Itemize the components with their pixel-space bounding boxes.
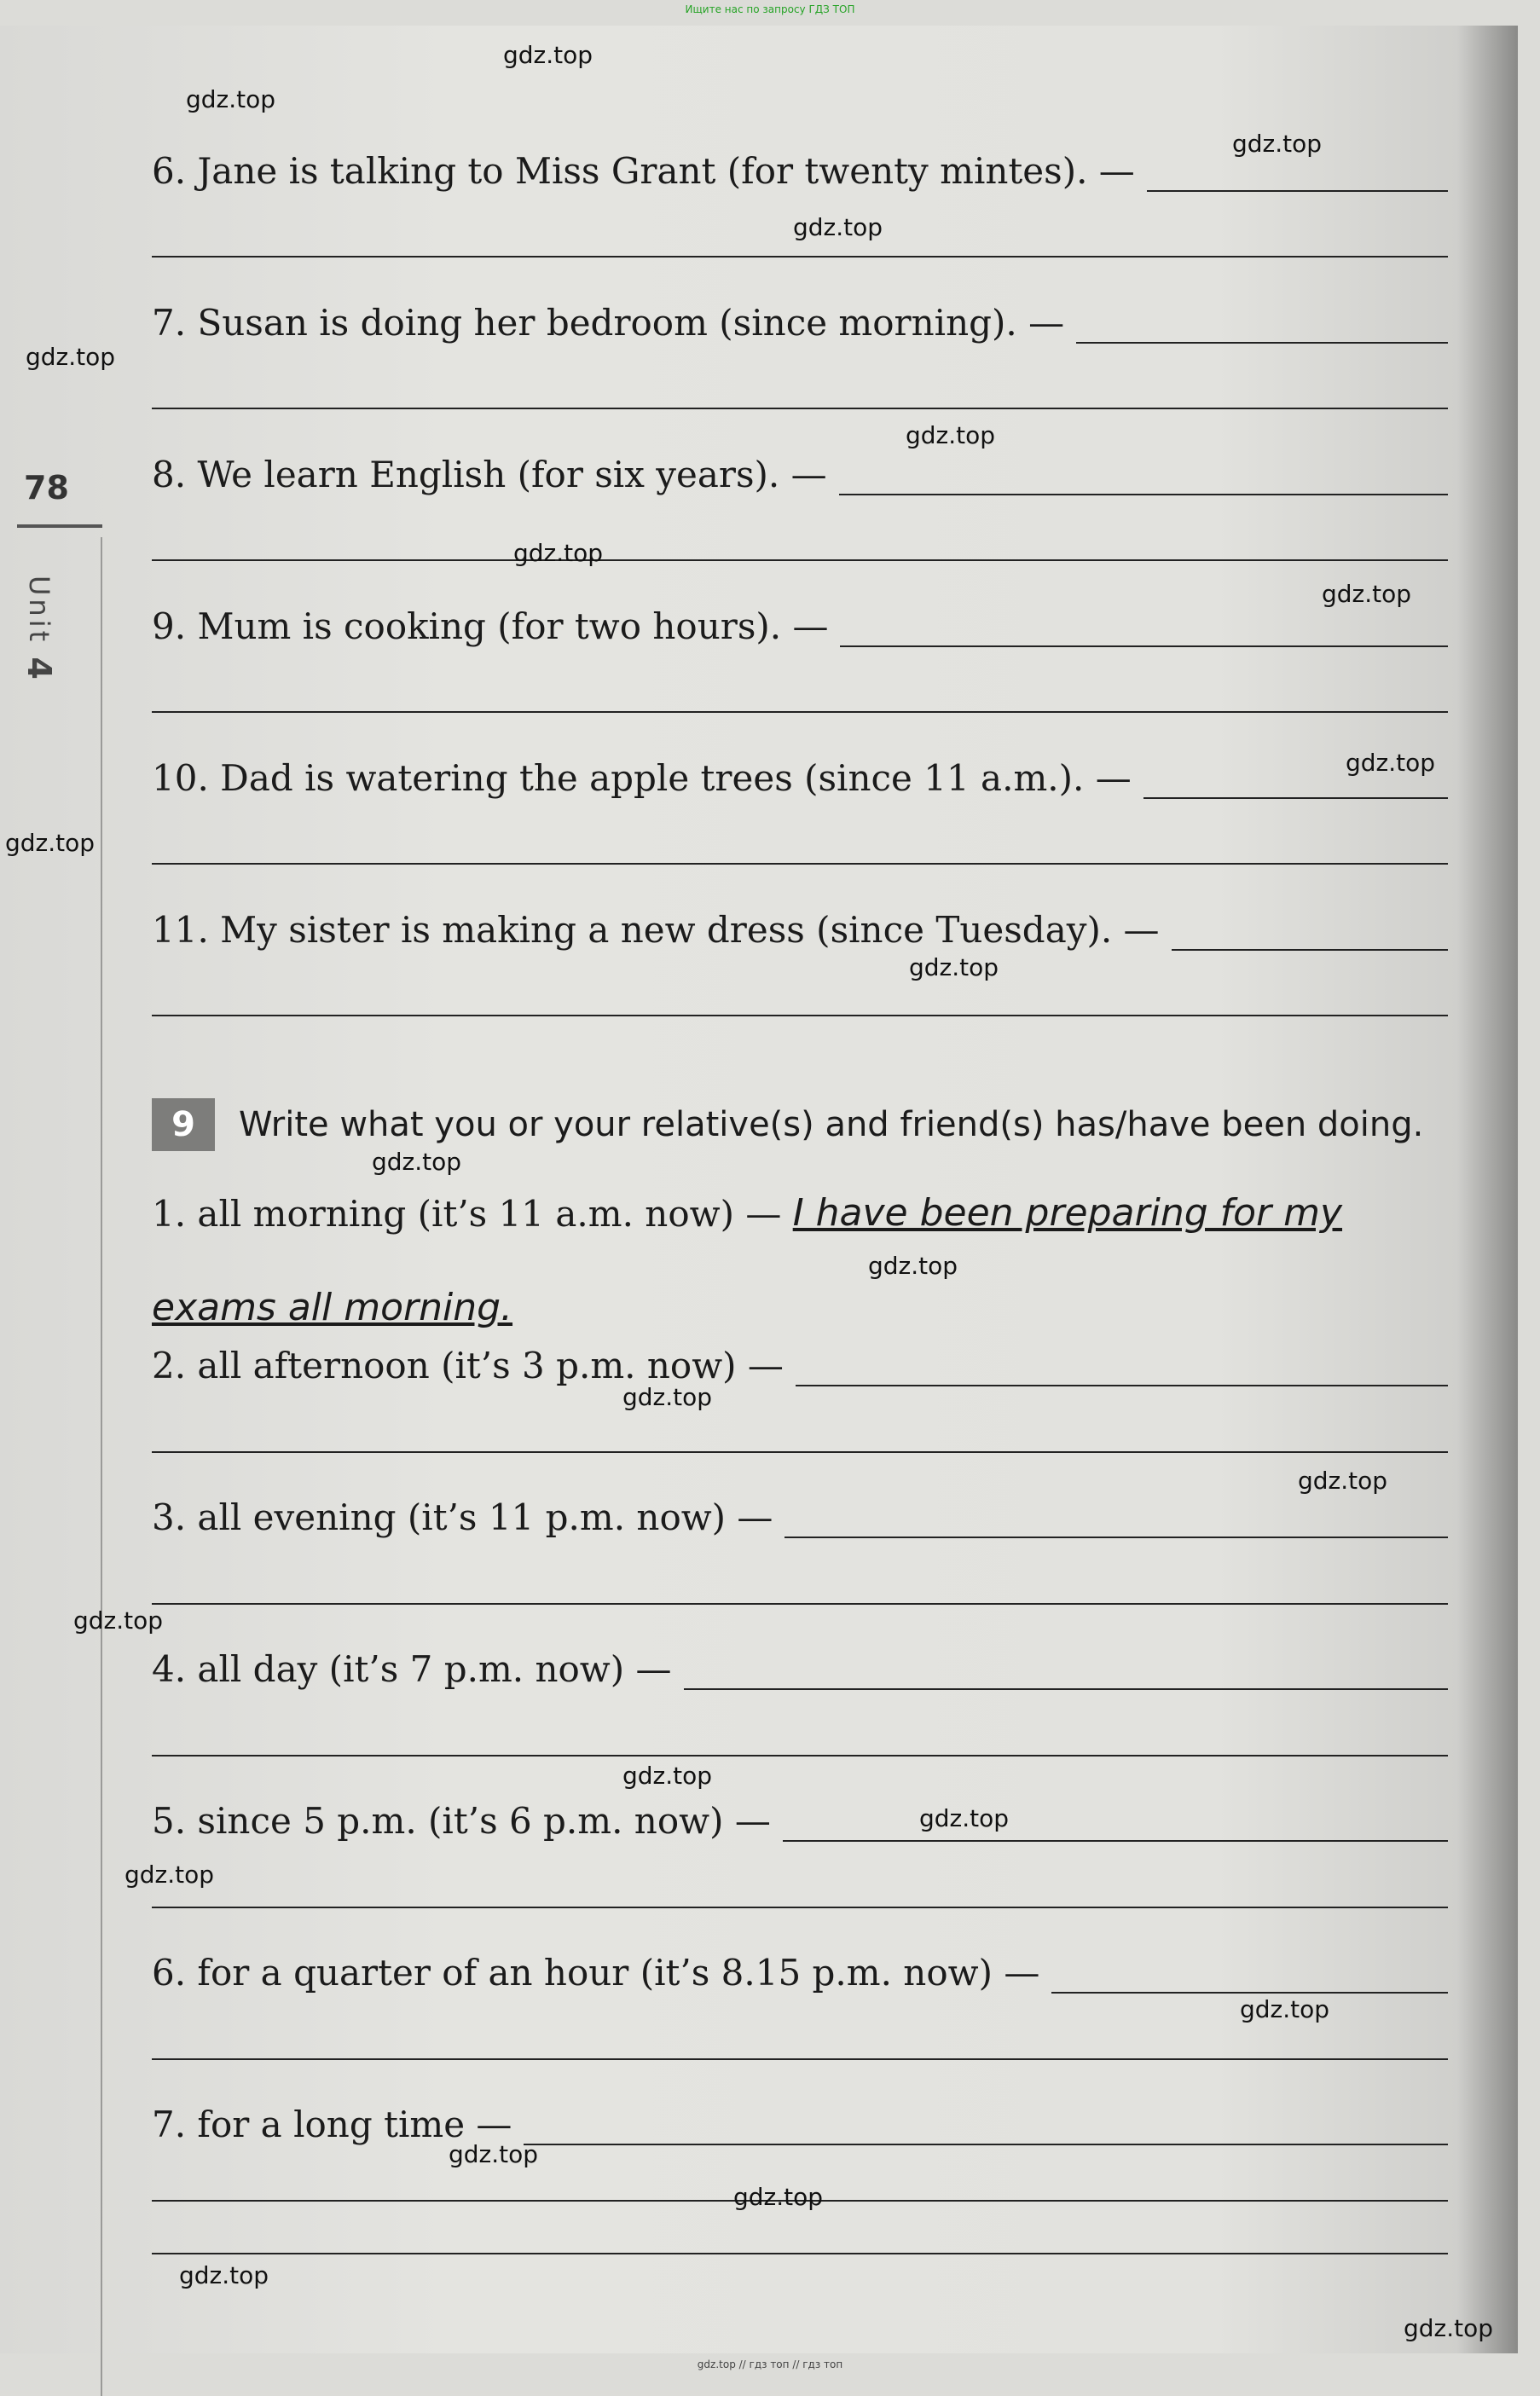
watermark: gdz.top xyxy=(1346,749,1436,777)
unit-label-text: Unit xyxy=(23,576,55,645)
answer-line[interactable] xyxy=(152,559,1448,561)
exercise-item-6 xyxy=(152,1942,1448,1994)
answer-line[interactable] xyxy=(1051,1958,1448,1994)
exercise-item-1 xyxy=(152,1184,1448,1235)
answer-line[interactable] xyxy=(784,1502,1448,1538)
example-answer: I have been preparing for my xyxy=(792,1191,1343,1235)
watermark: gdz.top xyxy=(622,1383,713,1411)
item-prompt: 5. since 5 p.m. (it’s 6 p.m. now) — xyxy=(152,1800,771,1842)
watermark: gdz.top xyxy=(26,343,116,371)
item-prompt: 4. all day (it’s 7 p.m. now) — xyxy=(152,1648,672,1690)
watermark: gdz.top xyxy=(1232,130,1323,158)
watermark: gdz.top xyxy=(503,41,593,69)
prev-item-7 xyxy=(152,292,1448,344)
watermark: gdz.top xyxy=(1298,1467,1388,1495)
example-answer-continued xyxy=(152,1286,512,1329)
exercise-instruction: Write what you or your relative(s) and friend(s) has/have been doing. xyxy=(239,1105,1424,1144)
watermark: gdz.top xyxy=(919,1804,1010,1832)
answer-line[interactable] xyxy=(684,1654,1449,1690)
unit-number: 4 xyxy=(20,657,58,683)
item-prompt: 7. for a long time — xyxy=(152,2104,512,2145)
exercise-item-4 xyxy=(152,1639,1448,1690)
answer-line[interactable] xyxy=(152,1015,1448,1016)
item-prompt: 1. all morning (it’s 11 a.m. now) — xyxy=(152,1193,782,1235)
item-number: 9. xyxy=(152,605,187,647)
margin-line xyxy=(101,537,102,2396)
watermark: gdz.top xyxy=(179,2261,269,2289)
exercise-number-badge: 9 xyxy=(152,1098,215,1151)
watermark: gdz.top xyxy=(906,421,996,449)
prev-item-11 xyxy=(152,900,1448,951)
answer-line[interactable] xyxy=(1076,308,1448,344)
answer-line[interactable] xyxy=(152,1907,1448,1908)
prev-item-8 xyxy=(152,444,1448,495)
answer-line[interactable] xyxy=(783,1806,1448,1842)
exercise-item-3 xyxy=(152,1487,1448,1538)
item-prompt: 3. all evening (it’s 11 p.m. now) — xyxy=(152,1496,773,1538)
item-text: Dad is watering the apple trees (since 11 a.m.). — xyxy=(220,757,1132,799)
answer-line[interactable] xyxy=(152,863,1448,865)
item-number: 11. xyxy=(152,909,209,951)
watermark: gdz.top xyxy=(793,213,883,241)
example-answer-line-2: exams all morning. xyxy=(152,1286,513,1329)
exercise-item-5 xyxy=(152,1791,1448,1842)
watermark: gdz.top xyxy=(1322,580,1412,608)
item-number: 8. xyxy=(152,454,187,495)
top-banner: Ищите нас по запросу ГДЗ ТОП xyxy=(685,3,855,15)
answer-line[interactable] xyxy=(152,1755,1448,1756)
answer-line[interactable] xyxy=(152,408,1448,409)
page-number-rule xyxy=(17,524,102,528)
watermark: gdz.top xyxy=(1240,1995,1330,2023)
answer-line[interactable] xyxy=(152,2253,1448,2254)
item-text: My sister is making a new dress (since Tuesday). — xyxy=(220,909,1160,951)
prev-item-10 xyxy=(152,748,1448,799)
watermark: gdz.top xyxy=(73,1606,164,1635)
watermark: gdz.top xyxy=(513,539,604,567)
answer-line[interactable] xyxy=(524,2110,1448,2145)
watermark: gdz.top xyxy=(868,1252,958,1280)
answer-line[interactable] xyxy=(152,2058,1448,2060)
item-text: Jane is talking to Miss Grant (for twenty mintes). — xyxy=(197,150,1135,192)
item-text: We learn English (for six years). — xyxy=(197,454,827,495)
item-prompt: 2. all afternoon (it’s 3 p.m. now) — xyxy=(152,1345,784,1386)
item-number: 10. xyxy=(152,757,209,799)
watermark: gdz.top xyxy=(186,85,276,113)
exercise-item-7 xyxy=(152,2094,1448,2145)
watermark: gdz.top xyxy=(5,829,96,857)
item-prompt: 6. for a quarter of an hour (it’s 8.15 p.m. now) — xyxy=(152,1952,1040,1994)
watermark: gdz.top xyxy=(909,953,999,981)
item-text: Susan is doing her bedroom (since morning). — xyxy=(197,302,1065,344)
bottom-banner: gdz.top // гдз топ // гдз топ xyxy=(697,2358,843,2370)
answer-line[interactable] xyxy=(152,711,1448,713)
answer-line[interactable] xyxy=(1147,156,1448,192)
item-text: Mum is cooking (for two hours). — xyxy=(197,605,829,647)
answer-line[interactable] xyxy=(1172,915,1448,951)
answer-line[interactable] xyxy=(796,1351,1448,1386)
item-number: 7. xyxy=(152,302,187,344)
answer-line[interactable] xyxy=(840,611,1448,647)
watermark: gdz.top xyxy=(372,1148,462,1176)
exercise-item-2 xyxy=(152,1335,1448,1386)
prev-item-9 xyxy=(152,596,1448,647)
watermark: gdz.top xyxy=(124,1861,215,1889)
page-number: 78 xyxy=(24,469,69,506)
unit-label xyxy=(20,576,58,683)
watermark: gdz.top xyxy=(1404,2314,1494,2342)
watermark: gdz.top xyxy=(449,2140,539,2168)
answer-line[interactable] xyxy=(839,460,1448,495)
answer-line[interactable] xyxy=(152,1603,1448,1605)
exercise-header xyxy=(152,1098,1423,1151)
item-number: 6. xyxy=(152,150,187,192)
answer-line[interactable] xyxy=(152,1451,1448,1453)
answer-line[interactable] xyxy=(152,256,1448,258)
watermark: gdz.top xyxy=(622,1762,713,1790)
watermark: gdz.top xyxy=(733,2183,824,2211)
